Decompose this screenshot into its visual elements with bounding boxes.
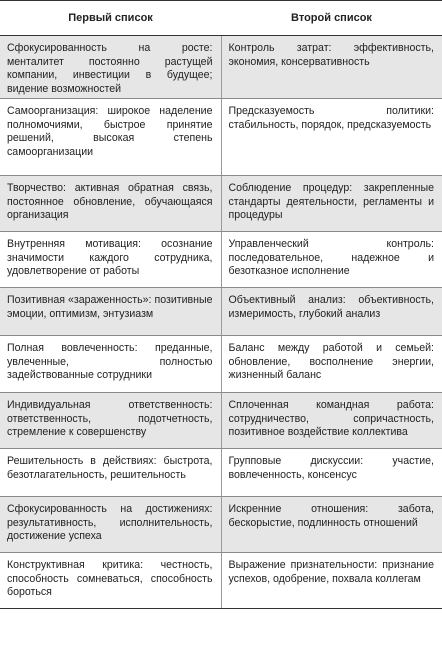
second-list-cell: Соблюдение процедур: закрепленные стандарты деятельности, регламенты и процедуры	[221, 176, 442, 232]
first-list-cell: Творчество: активная обратная связь, постоянное обновление, обучающаяся организация	[0, 176, 221, 232]
second-list-cell: Контроль затрат: эффективность, экономия, консервативность	[221, 36, 442, 99]
first-list-cell: Самоорганизация: широкое наделение полномочиями, быстрое принятие решений, высокая степень самоорганизации	[0, 99, 221, 176]
first-list-cell: Сфокусированность на росте: менталитет постоянно растущей компании, инвестиции в будущее; видение возможностей	[0, 36, 221, 99]
first-list-cell: Полная вовлеченность: преданные, увлеченные, полностью задействованные сотрудники	[0, 336, 221, 393]
second-list-cell: Управленческий контроль: последовательное, надежное и безотказное исполнение	[221, 232, 442, 288]
first-list-cell: Конструктивная критика: честность, способность сомневаться, способность бороться	[0, 553, 221, 609]
header-second-list: Второй список	[221, 1, 442, 36]
table-row	[0, 336, 442, 393]
header-first-list: Первый список	[0, 1, 221, 36]
table-row	[0, 99, 442, 176]
table-row	[0, 176, 442, 232]
second-list-cell: Групповые дискуссии: участие, вовлеченность, консенсус	[221, 449, 442, 497]
first-list-cell: Индивидуальная ответственность: ответственность, подотчетность, стремление к совершенству	[0, 393, 221, 449]
table-row	[0, 393, 442, 449]
table-row	[0, 288, 442, 336]
table-row	[0, 553, 442, 609]
table-row	[0, 497, 442, 553]
second-list-cell: Искренние отношения: забота, бескорыстие, подлинность отношений	[221, 497, 442, 553]
header-row	[0, 1, 442, 36]
first-list-cell: Сфокусированность на достижениях: результативность, исполнительность, достижение успеха	[0, 497, 221, 553]
table-body	[0, 36, 442, 609]
second-list-cell: Предсказуемость политики: стабильность, порядок, предсказуемость	[221, 99, 442, 176]
first-list-cell: Позитивная «зараженность»: позитивные эмоции, оптимизм, энтузиазм	[0, 288, 221, 336]
table-row	[0, 36, 442, 99]
first-list-cell: Внутренняя мотивация: осознание значимости каждого сотрудника, удовлетворение от работы	[0, 232, 221, 288]
first-list-cell: Решительность в действиях: быстрота, безотлагательность, решительность	[0, 449, 221, 497]
second-list-cell: Баланс между работой и семьей: обновление, восполнение энергии, жизненный баланс	[221, 336, 442, 393]
table-header	[0, 1, 442, 36]
table-row	[0, 232, 442, 288]
second-list-cell: Выражение признательности: признание успехов, одобрение, похвала коллегам	[221, 553, 442, 609]
second-list-cell: Объективный анализ: объективность, измеримость, глубокий анализ	[221, 288, 442, 336]
second-list-cell: Сплоченная командная работа: сотрудничество, сопричастность, позитивное воздействие коллектива	[221, 393, 442, 449]
table-row	[0, 449, 442, 497]
